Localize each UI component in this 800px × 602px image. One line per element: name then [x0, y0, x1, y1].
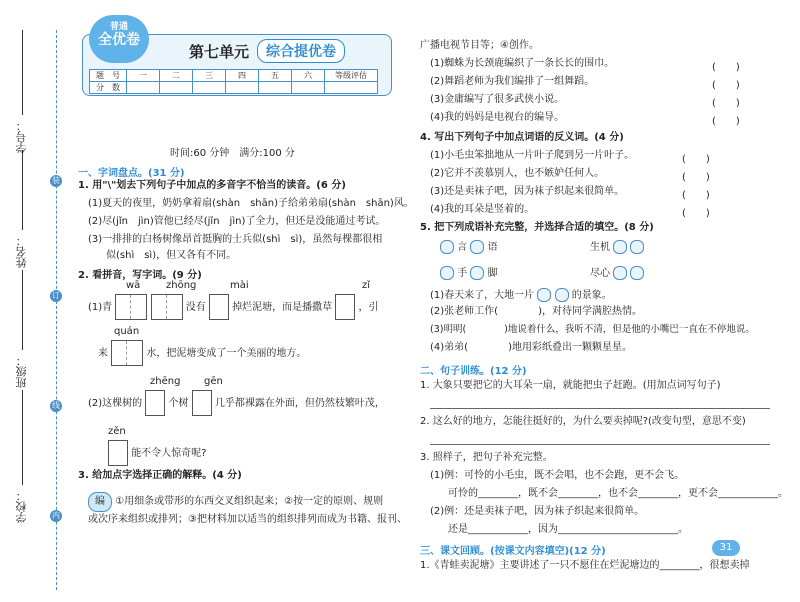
binding-dashed-line — [56, 30, 57, 590]
q2-text-b2: 水，把泥塘变成了一个美丽的地方。 — [146, 348, 307, 359]
question-5-2: (2)张老师工作( )，对待同学满腔热情。 — [430, 306, 642, 317]
score-cell: 等级评估 — [325, 70, 378, 82]
pinyin-zhong: zhōng — [166, 280, 197, 291]
idiom-blank[interactable] — [555, 288, 569, 302]
question-3-4: (4)我的妈妈是电视台的编导。 — [430, 112, 565, 123]
writing-box[interactable] — [145, 390, 165, 416]
score-cell — [325, 82, 378, 94]
q2-text-a2: 没有 — [185, 302, 206, 313]
idiom-blank[interactable] — [470, 240, 484, 254]
answer-line[interactable] — [430, 444, 770, 445]
writing-box[interactable] — [192, 390, 212, 416]
idiom-4 — [590, 266, 644, 281]
example-1: (1)例：可怜的小毛虫，既不会唱，也不会跑，更不会飞。 — [430, 470, 685, 481]
binding-mark-4: 内 — [52, 511, 60, 520]
q2-text-a4: ，引 — [358, 302, 379, 313]
question-4-2: (2)它并不羡慕别人，也不嫉妒任何人。 — [430, 168, 605, 179]
idiom-4-chars: 尽心 — [590, 268, 610, 279]
fill-sentence-2[interactable]: 还是____________，因为________________________。 — [448, 524, 688, 535]
score-cell — [292, 82, 325, 94]
unit-subtitle: 综合提优卷 — [257, 39, 345, 63]
question-1-2: (2)尽(jǐn jìn)管他已经尽(jǐn jìn)了全力，但还是没能通过考试。 — [88, 216, 386, 227]
question-2-1 — [88, 294, 378, 320]
q2-text-c3: 几乎都裸露在外面，但仍然枝繁叶茂， — [214, 398, 385, 409]
idiom-2 — [590, 240, 644, 255]
quanyou-badge — [89, 15, 149, 63]
pinyin-zi: zǐ — [362, 280, 371, 291]
left-column — [70, 22, 414, 600]
question-s3-1: 1.《青蛙卖泥塘》主要讲述了一只不愿住在烂泥塘边的________，很想卖掉 — [420, 560, 750, 571]
question-s2-1: 1. 大象只要把它的大耳朵一扇，就能把虫子赶跑。(用加点词写句子) — [420, 380, 721, 391]
writing-box[interactable] — [209, 294, 229, 320]
writing-box[interactable] — [335, 294, 355, 320]
badge-line1: 普通 — [109, 22, 128, 32]
idiom-blank[interactable] — [440, 266, 454, 280]
question-1-3-cont: 似(shì sì)，但又各有不同。 — [106, 250, 237, 261]
pinyin-quan: quán — [114, 326, 140, 337]
question-4-4: (4)我的耳朵是竖着的。 — [430, 204, 535, 215]
q5-1-text-a: (1)春天来了，大地一片 — [430, 290, 535, 301]
pinyin-gen: gēn — [204, 376, 223, 387]
section-1-title: 一、字词盘点。(31 分) — [78, 168, 185, 179]
question-4-3: (3)还是卖袜子吧，因为袜子织起来很简单。 — [430, 186, 625, 197]
score-cell — [226, 82, 259, 94]
question-3: 3. 给加点字选择正确的解释。(4 分) — [78, 470, 242, 481]
question-3-def2: 或次序来组织或排列；③把材料加以适当的组织排列而成为书籍、报刊、 — [88, 514, 407, 525]
section-2-title: 二、句子训练。(12 分) — [420, 366, 527, 377]
answer-paren[interactable]: ( ) — [682, 208, 710, 219]
question-5-1 — [430, 288, 612, 303]
binding-mark-3: 线 — [52, 401, 60, 410]
idiom-blank[interactable] — [630, 266, 644, 280]
question-5-3: (3)明明( )地说着什么，我听不清，但是他的小嘴巴一直在不停地说。 — [430, 324, 755, 335]
question-3-1: (1)蜘蛛为长颈鹿编织了一条长长的围巾。 — [430, 58, 615, 69]
q2-text-a1: (1)青 — [88, 302, 113, 313]
answer-paren[interactable]: ( ) — [682, 172, 710, 183]
badge-line2: 全优卷 — [98, 31, 140, 48]
question-3-3: (3)金庸编写了很多武侠小说。 — [430, 94, 565, 105]
question-2-2-cont — [108, 440, 207, 466]
student-id-underline — [22, 30, 23, 115]
question-1: 1. 用"\"划去下列句子中加点的多音字不恰当的读音。(6 分) — [78, 180, 346, 191]
binding-sidebar — [0, 0, 62, 602]
score-cell: 五 — [259, 70, 292, 82]
score-cell: 四 — [226, 70, 259, 82]
score-cell: 二 — [160, 70, 193, 82]
question-1-1: (1)夏天的夜里，奶奶拿着扇(shàn shān)子给弟弟扇(shàn shān)风。 — [88, 198, 414, 209]
idiom-blank[interactable] — [613, 240, 627, 254]
answer-paren[interactable]: ( ) — [712, 116, 740, 127]
question-4: 4. 写出下列句子中加点词语的反义词。(4 分) — [420, 132, 624, 143]
pinyin-zheng: zhēng — [150, 376, 181, 387]
idiom-blank[interactable] — [630, 240, 644, 254]
field-class: 班级： — [15, 355, 28, 388]
section-3-title: 三、课文回顾。(按课文内容填空)(12 分) — [420, 546, 606, 557]
answer-line[interactable] — [430, 408, 770, 409]
score-cell — [127, 82, 160, 94]
score-row-header — [90, 70, 378, 82]
binding-mark-1: 装 — [52, 176, 60, 185]
idiom-3-char-b: 脚 — [487, 268, 498, 279]
q2-text-d2: 能不令人惊奇呢? — [131, 448, 207, 459]
idiom-3 — [440, 266, 498, 281]
score-cell — [160, 82, 193, 94]
school-underline — [22, 390, 23, 485]
score-row-values — [90, 82, 378, 94]
question-s2-2: 2. 这么好的地方，怎能往挺好的，为什么要卖掉呢?(改变句型，意思不变) — [420, 416, 746, 427]
unit-header — [82, 22, 392, 96]
unit-title: 第七单元 — [189, 43, 250, 61]
score-cell — [259, 82, 292, 94]
pinyin-wa: wā — [126, 280, 141, 291]
bian-character-tag: 编 — [88, 492, 112, 512]
definition-line-3: 广播电视节目等；④创作。 — [420, 40, 539, 51]
name-underline — [22, 150, 23, 230]
pinyin-zen: zěn — [108, 426, 126, 437]
writing-box[interactable] — [108, 440, 128, 466]
idiom-3-char-a: 手 — [457, 268, 468, 279]
score-cell: 六 — [292, 70, 325, 82]
question-5-4: (4)弟弟( )地用彩纸叠出一颗颗星星。 — [430, 342, 632, 353]
answer-paren[interactable]: ( ) — [682, 190, 710, 201]
page-number: 31 — [712, 540, 740, 556]
question-2: 2. 看拼音，写字词。(9 分) — [78, 270, 202, 281]
example-2: (2)例：还是卖袜子吧，因为袜子织起来很简单。 — [430, 506, 645, 517]
answer-paren[interactable]: ( ) — [682, 154, 710, 165]
question-5: 5. 把下列成语补充完整，并选择合适的填空。(8 分) — [420, 222, 654, 233]
definition-line-1: ①用细条或带形的东西交叉组织起来；②按一定的原则、规则 — [115, 496, 384, 507]
idiom-blank[interactable] — [613, 266, 627, 280]
score-cell: 题 号 — [90, 70, 127, 82]
field-name: 姓名： — [15, 235, 28, 268]
idiom-1 — [440, 240, 498, 255]
question-4-1: (1)小毛虫笨拙地从一片叶子爬到另一片叶子。 — [430, 150, 635, 161]
question-3-def1 — [88, 492, 383, 512]
right-column — [412, 40, 788, 600]
idiom-2-chars: 生机 — [590, 242, 610, 253]
idiom-1-char-b: 语 — [487, 242, 498, 253]
idiom-1-char-a: 言 — [457, 242, 468, 253]
idiom-blank[interactable] — [440, 240, 454, 254]
pinyin-mai: mài — [230, 280, 249, 291]
q2-text-c2: 个树 — [168, 398, 189, 409]
score-cell: 分 数 — [90, 82, 127, 94]
field-student-id: 学号： — [15, 120, 28, 153]
binding-mark-2: 订 — [52, 291, 60, 300]
class-underline — [22, 270, 23, 350]
writing-box[interactable] — [111, 340, 143, 366]
q5-1-text-b: 的景象。 — [571, 290, 612, 301]
question-3-2: (2)舞蹈老师为我们编排了一组舞蹈。 — [430, 76, 595, 87]
score-cell — [193, 82, 226, 94]
question-2-1-cont — [98, 340, 306, 366]
q2-text-c1: (2)这棵树的 — [88, 398, 143, 409]
idiom-blank[interactable] — [537, 288, 551, 302]
field-school: 学校： — [15, 490, 28, 523]
answer-paren[interactable]: ( ) — [712, 80, 740, 91]
q2-text-b1: 来 — [98, 348, 108, 359]
question-s2-3: 3. 照样子，把句子补充完整。 — [420, 452, 553, 463]
score-table — [89, 69, 378, 94]
score-cell: 三 — [193, 70, 226, 82]
fill-sentence-1[interactable]: 可怜的________，既不会________，也不会________，更不会____________。 — [448, 488, 788, 499]
question-2-2 — [88, 390, 385, 416]
writing-box[interactable] — [115, 294, 147, 320]
score-cell: 一 — [127, 70, 160, 82]
question-1-3: (3)一排排的白杨树像昂首挺胸的士兵似(shì sì)，虽然每棵都很相 — [88, 234, 383, 245]
q2-text-a3: 掉烂泥塘，而是播撒草 — [232, 302, 333, 313]
answer-paren[interactable]: ( ) — [712, 98, 740, 109]
answer-paren[interactable]: ( ) — [712, 62, 740, 73]
idiom-blank[interactable] — [470, 266, 484, 280]
writing-box[interactable] — [151, 294, 183, 320]
time-and-score: 时间:60 分钟 满分:100 分 — [170, 148, 295, 159]
